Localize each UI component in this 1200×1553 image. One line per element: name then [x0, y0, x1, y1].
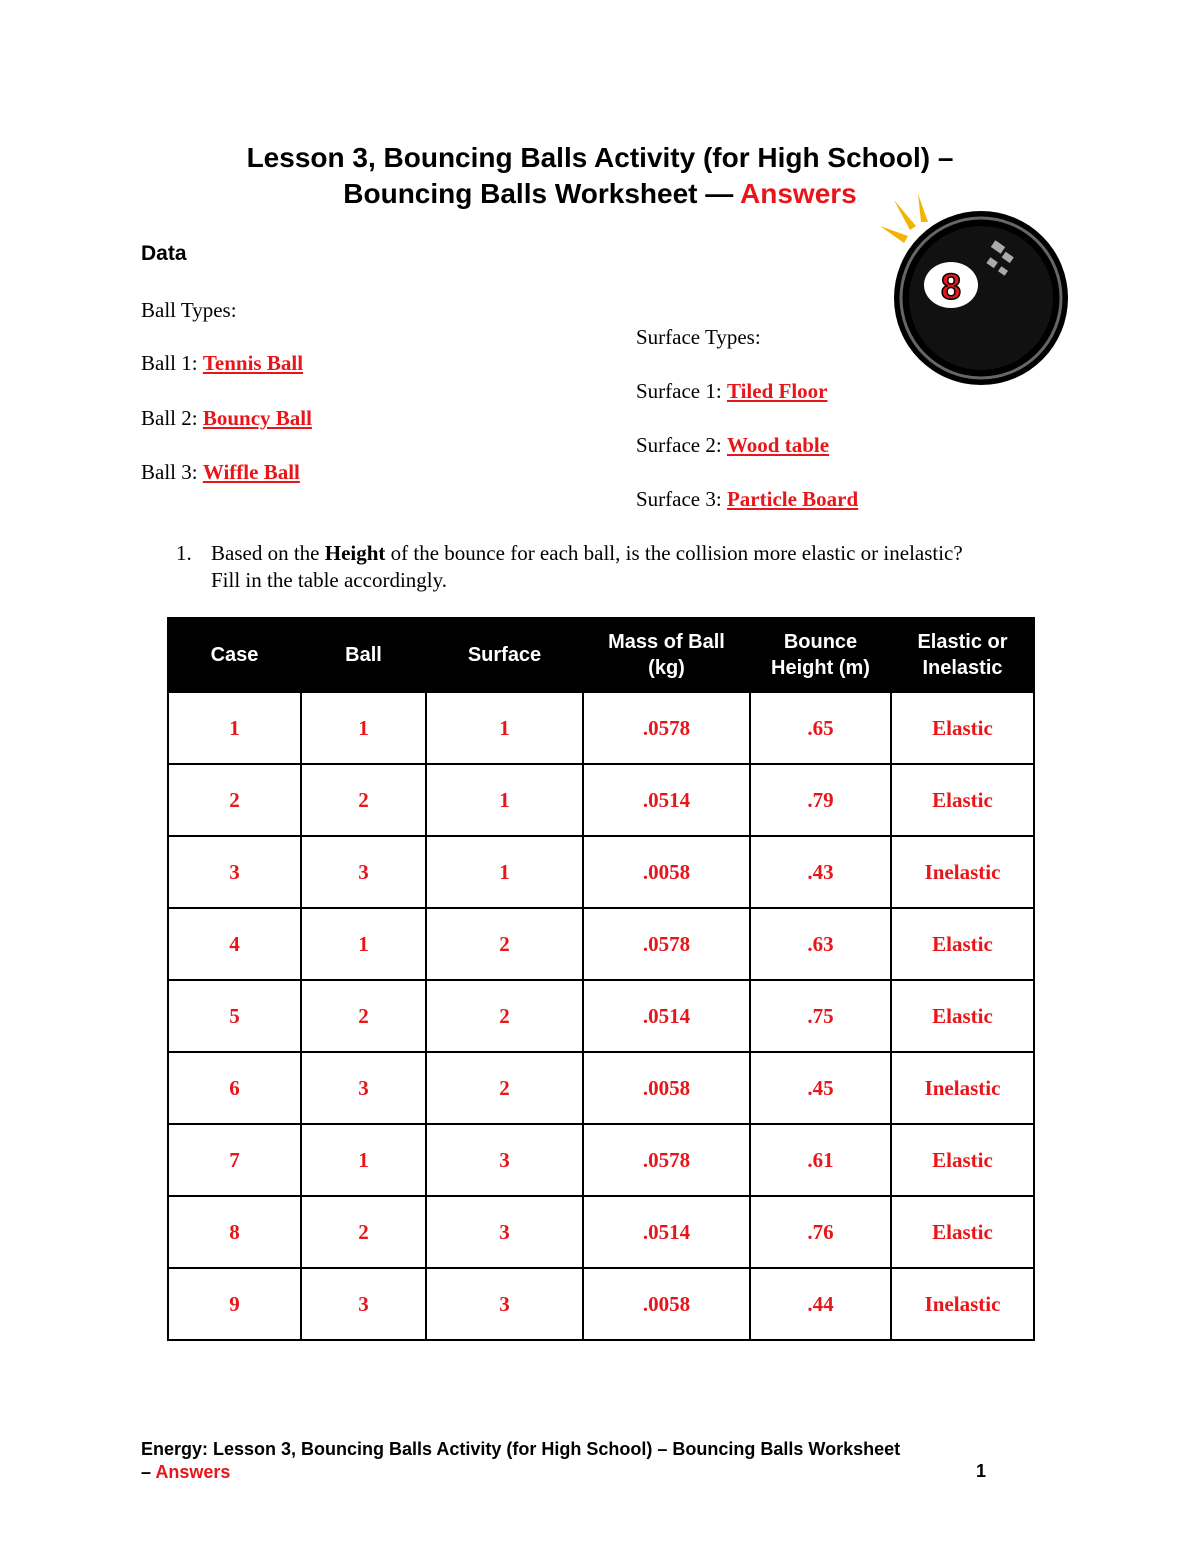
- question-number: 1.: [176, 541, 192, 565]
- table-cell: 3: [426, 1124, 583, 1196]
- question-text-before: Based on the: [211, 541, 320, 565]
- table-cell: 1: [301, 908, 426, 980]
- table-cell: .0058: [583, 1268, 750, 1340]
- ball-type-value: Wiffle Ball: [202, 460, 300, 484]
- data-heading: Data: [141, 242, 187, 265]
- table-cell: .65: [750, 692, 891, 764]
- table-cell: 2: [426, 980, 583, 1052]
- table-cell: 3: [301, 1268, 426, 1340]
- ball-type-prefix: Ball 2:: [141, 406, 198, 430]
- table-cell: 8: [168, 1196, 301, 1268]
- surface-type-prefix: Surface 1:: [636, 379, 722, 403]
- column-header: Bounce Height (m): [750, 618, 891, 692]
- surface-type-prefix: Surface 2:: [636, 433, 722, 457]
- ball-type-2: [141, 405, 312, 431]
- table-row: [168, 764, 1034, 836]
- table-cell: .0058: [583, 836, 750, 908]
- column-header: Ball: [301, 618, 426, 692]
- table-cell: Inelastic: [891, 1268, 1034, 1340]
- table-cell: 2: [426, 1052, 583, 1124]
- page-number: 1: [976, 1461, 987, 1481]
- column-header: Surface: [426, 618, 583, 692]
- table-cell: .61: [750, 1124, 891, 1196]
- table-cell: Elastic: [891, 980, 1034, 1052]
- table-row: [168, 1196, 1034, 1268]
- question-text-bold: Height: [324, 541, 386, 565]
- ball-type-prefix: Ball 1:: [141, 351, 198, 375]
- ball-type-3: [141, 459, 300, 485]
- table-cell: 2: [426, 908, 583, 980]
- table-row: [168, 1124, 1034, 1196]
- table-cell: Inelastic: [891, 1052, 1034, 1124]
- table-cell: 1: [426, 764, 583, 836]
- ball-type-1: [141, 350, 303, 376]
- footer: [141, 1438, 971, 1484]
- table-cell: 3: [426, 1268, 583, 1340]
- table-cell: 3: [426, 1196, 583, 1268]
- ball-number: 8: [940, 266, 962, 307]
- table-cell: 6: [168, 1052, 301, 1124]
- table-cell: .0058: [583, 1052, 750, 1124]
- table-cell: 5: [168, 980, 301, 1052]
- table-row: [168, 692, 1034, 764]
- table-cell: .0514: [583, 1196, 750, 1268]
- table-cell: 7: [168, 1124, 301, 1196]
- table-cell: 1: [301, 692, 426, 764]
- question-text-after: of the bounce for each ball, is the collision more elastic or inelastic? Fill in the table accordingly.: [211, 541, 963, 592]
- table-cell: Elastic: [891, 764, 1034, 836]
- table-cell: 2: [168, 764, 301, 836]
- table-row: [168, 1268, 1034, 1340]
- table-cell: 1: [426, 692, 583, 764]
- table-cell: 4: [168, 908, 301, 980]
- surface-types-label: Surface Types:: [636, 325, 761, 349]
- table-cell: 1: [168, 692, 301, 764]
- surface-type-value: Particle Board: [726, 487, 859, 511]
- title-line-1: Lesson 3, Bouncing Balls Activity (for High School) –: [246, 142, 954, 173]
- table-cell: .43: [750, 836, 891, 908]
- table-cell: .0578: [583, 692, 750, 764]
- table-cell: 3: [168, 836, 301, 908]
- eight-ball-icon: [870, 188, 1080, 398]
- table-row: [168, 836, 1034, 908]
- ball-type-value: Tennis Ball: [202, 351, 304, 375]
- footer-answers: Answers: [155, 1462, 231, 1482]
- question-text: [211, 540, 991, 594]
- table-row: [168, 1052, 1034, 1124]
- table-cell: .63: [750, 908, 891, 980]
- table-cell: .0514: [583, 980, 750, 1052]
- table-cell: 3: [301, 1052, 426, 1124]
- table-cell: 3: [301, 836, 426, 908]
- table-cell: 2: [301, 980, 426, 1052]
- column-header: Elastic or Inelastic: [891, 618, 1034, 692]
- table-cell: Elastic: [891, 1196, 1034, 1268]
- column-header: Mass of Ball (kg): [583, 618, 750, 692]
- title-line-2-text: Bouncing Balls Worksheet —: [343, 178, 734, 209]
- surface-type-prefix: Surface 3:: [636, 487, 722, 511]
- ball-type-value: Bouncy Ball: [202, 406, 312, 430]
- table-header-row: [168, 618, 1034, 692]
- ball-type-prefix: Ball 3:: [141, 460, 198, 484]
- table-cell: 2: [301, 1196, 426, 1268]
- table-row: [168, 980, 1034, 1052]
- table-body: [168, 692, 1034, 1340]
- surface-type-value: Tiled Floor: [726, 379, 828, 403]
- ball-types-label: Ball Types:: [141, 298, 237, 322]
- table-cell: 1: [301, 1124, 426, 1196]
- table-row: [168, 908, 1034, 980]
- table-cell: Elastic: [891, 692, 1034, 764]
- footer-line-1: Energy: Lesson 3, Bouncing Balls Activity (for High School) – Bouncing Balls Worksheet: [141, 1439, 901, 1459]
- footer-line-2: [141, 1461, 971, 1484]
- table-cell: 9: [168, 1268, 301, 1340]
- table-cell: .0578: [583, 908, 750, 980]
- title-answers: Answers: [740, 178, 857, 209]
- table-cell: Elastic: [891, 1124, 1034, 1196]
- surface-type-3: [636, 486, 858, 512]
- table-cell: .45: [750, 1052, 891, 1124]
- table-cell: .0578: [583, 1124, 750, 1196]
- table-cell: .75: [750, 980, 891, 1052]
- surface-type-value: Wood table: [726, 433, 830, 457]
- table-cell: Inelastic: [891, 836, 1034, 908]
- table-cell: .76: [750, 1196, 891, 1268]
- table-cell: .0514: [583, 764, 750, 836]
- results-table: [167, 617, 1035, 1341]
- table-cell: .44: [750, 1268, 891, 1340]
- table-cell: .79: [750, 764, 891, 836]
- table-cell: 1: [426, 836, 583, 908]
- column-header: Case: [168, 618, 301, 692]
- surface-type-1: [636, 378, 828, 404]
- footer-dash: –: [141, 1462, 152, 1482]
- table-cell: 2: [301, 764, 426, 836]
- table-cell: Elastic: [891, 908, 1034, 980]
- surface-type-2: [636, 432, 829, 458]
